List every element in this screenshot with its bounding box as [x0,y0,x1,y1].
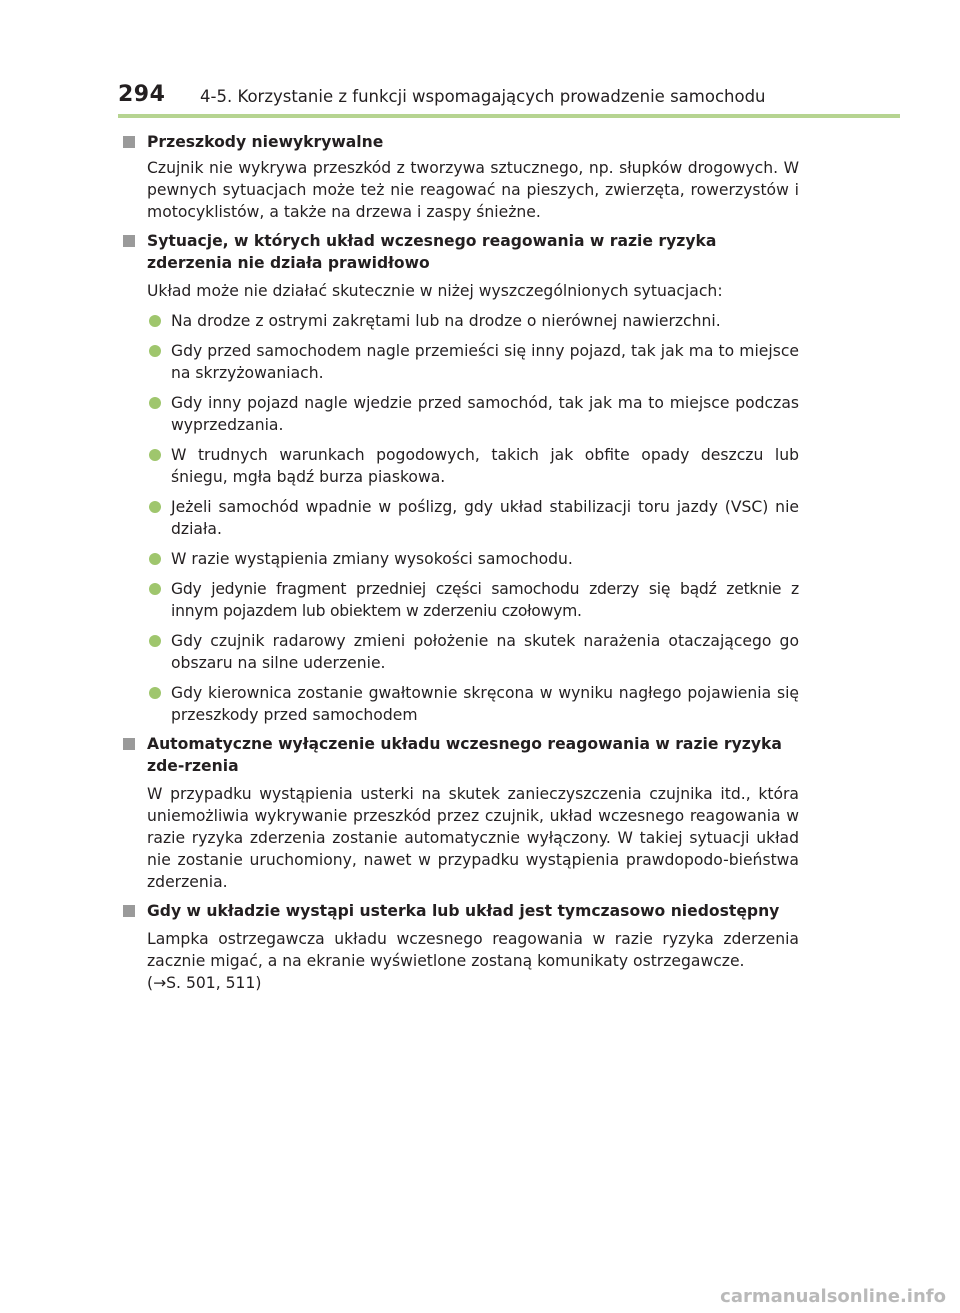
section-paragraph: Układ może nie działać skutecznie w niżej wyszczególnionych sytuacjach: [147,282,723,300]
circle-bullet-icon [149,315,161,327]
list-item: Jeżeli samochód wpadnie w poślizg, gdy układ stabilizacji toru jazdy (VSC) nie działa. [128,496,799,540]
section-heading: Przeszkody niewykrywalne [128,131,799,153]
square-bullet-icon [123,738,135,750]
section-heading: Sytuacje, w których układ wczesnego reagowania w razie ryzyka zderzenia nie działa prawidłowo [128,230,799,274]
section-paragraph: Lampka ostrzegawcza układu wczesnego reagowania w razie ryzyka zderzenia zacznie migać, a na ekranie wyświetlone zostaną komunikaty ostrzegawcze. (→S. 501, 511) [147,930,799,992]
list-item: Gdy inny pojazd nagle wjedzie przed samochód, tak jak ma to miejsce podczas wyprzedzania. [128,392,799,436]
circle-bullet-icon [149,583,161,595]
circle-bullet-icon [149,501,161,513]
circle-bullet-icon [149,397,161,409]
watermark: carmanualsonline.info [720,1286,946,1307]
list-item: Gdy czujnik radarowy zmieni położenie na skutek narażenia otaczającego go obszaru na silne uderzenie. [128,630,799,674]
circle-bullet-icon [149,449,161,461]
page-number: 294 [118,82,166,107]
square-bullet-icon [123,136,135,148]
page-reference: (→S. 501, 511) [147,974,262,992]
section-heading: Automatyczne wyłączenie układu wczesnego reagowania w razie ryzyka zde-rzenia [128,733,799,777]
page-header [118,78,900,118]
chapter-title: 4-5. Korzystanie z funkcji wspomagających prowadzenie samochodu [200,87,766,106]
circle-bullet-icon [149,345,161,357]
section-heading: Gdy w układzie wystąpi usterka lub układ jest tymczasowo niedostępny [128,900,799,922]
square-bullet-icon [123,235,135,247]
section-paragraph: Czujnik nie wykrywa przeszkód z tworzywa sztucznego, np. słupków drogowych. W pewnych sytuacjach może też nie reagować na pieszych, zwierzęta, rowerzystów i motocyklistów, a także na drzewa i zaspy śnieżne. [147,159,799,221]
list-item: W trudnych warunkach pogodowych, takich jak obfite opady deszczu lub śniegu, mgła bądź burza piaskowa. [128,444,799,488]
square-bullet-icon [123,905,135,917]
circle-bullet-icon [149,553,161,565]
list-item: Gdy przed samochodem nagle przemieści się inny pojazd, tak jak ma to miejsce na skrzyżowaniach. [128,340,799,384]
header-divider [118,114,900,118]
list-item: W razie wystąpienia zmiany wysokości samochodu. [128,548,799,570]
circle-bullet-icon [149,687,161,699]
section-paragraph: W przypadku wystąpienia usterki na skutek zanieczyszczenia czujnika itd., która uniemożliwia wykrywanie przeszkód przez czujnik, układ wczesnego reagowania w razie ryzyka zderzenia zostanie automatycznie wyłączony. W takiej sytuacji układ nie zostanie uruchomiony, nawet w przypadku wystąpienia prawdopodo-bieństwa zderzenia. [147,785,799,891]
list-item: Na drodze z ostrymi zakrętami lub na drodze o nierównej nawierzchni. [128,310,799,332]
list-item: Gdy jedynie fragment przedniej części samochodu zderzy się bądź zetknie z innym pojazdem lub obiektem w zderzeniu czołowym. [128,578,799,622]
page-content [128,131,799,994]
list-item: Gdy kierownica zostanie gwałtownie skręcona w wyniku nagłego pojawienia się przeszkody przed samochodem [128,682,799,726]
circle-bullet-icon [149,635,161,647]
